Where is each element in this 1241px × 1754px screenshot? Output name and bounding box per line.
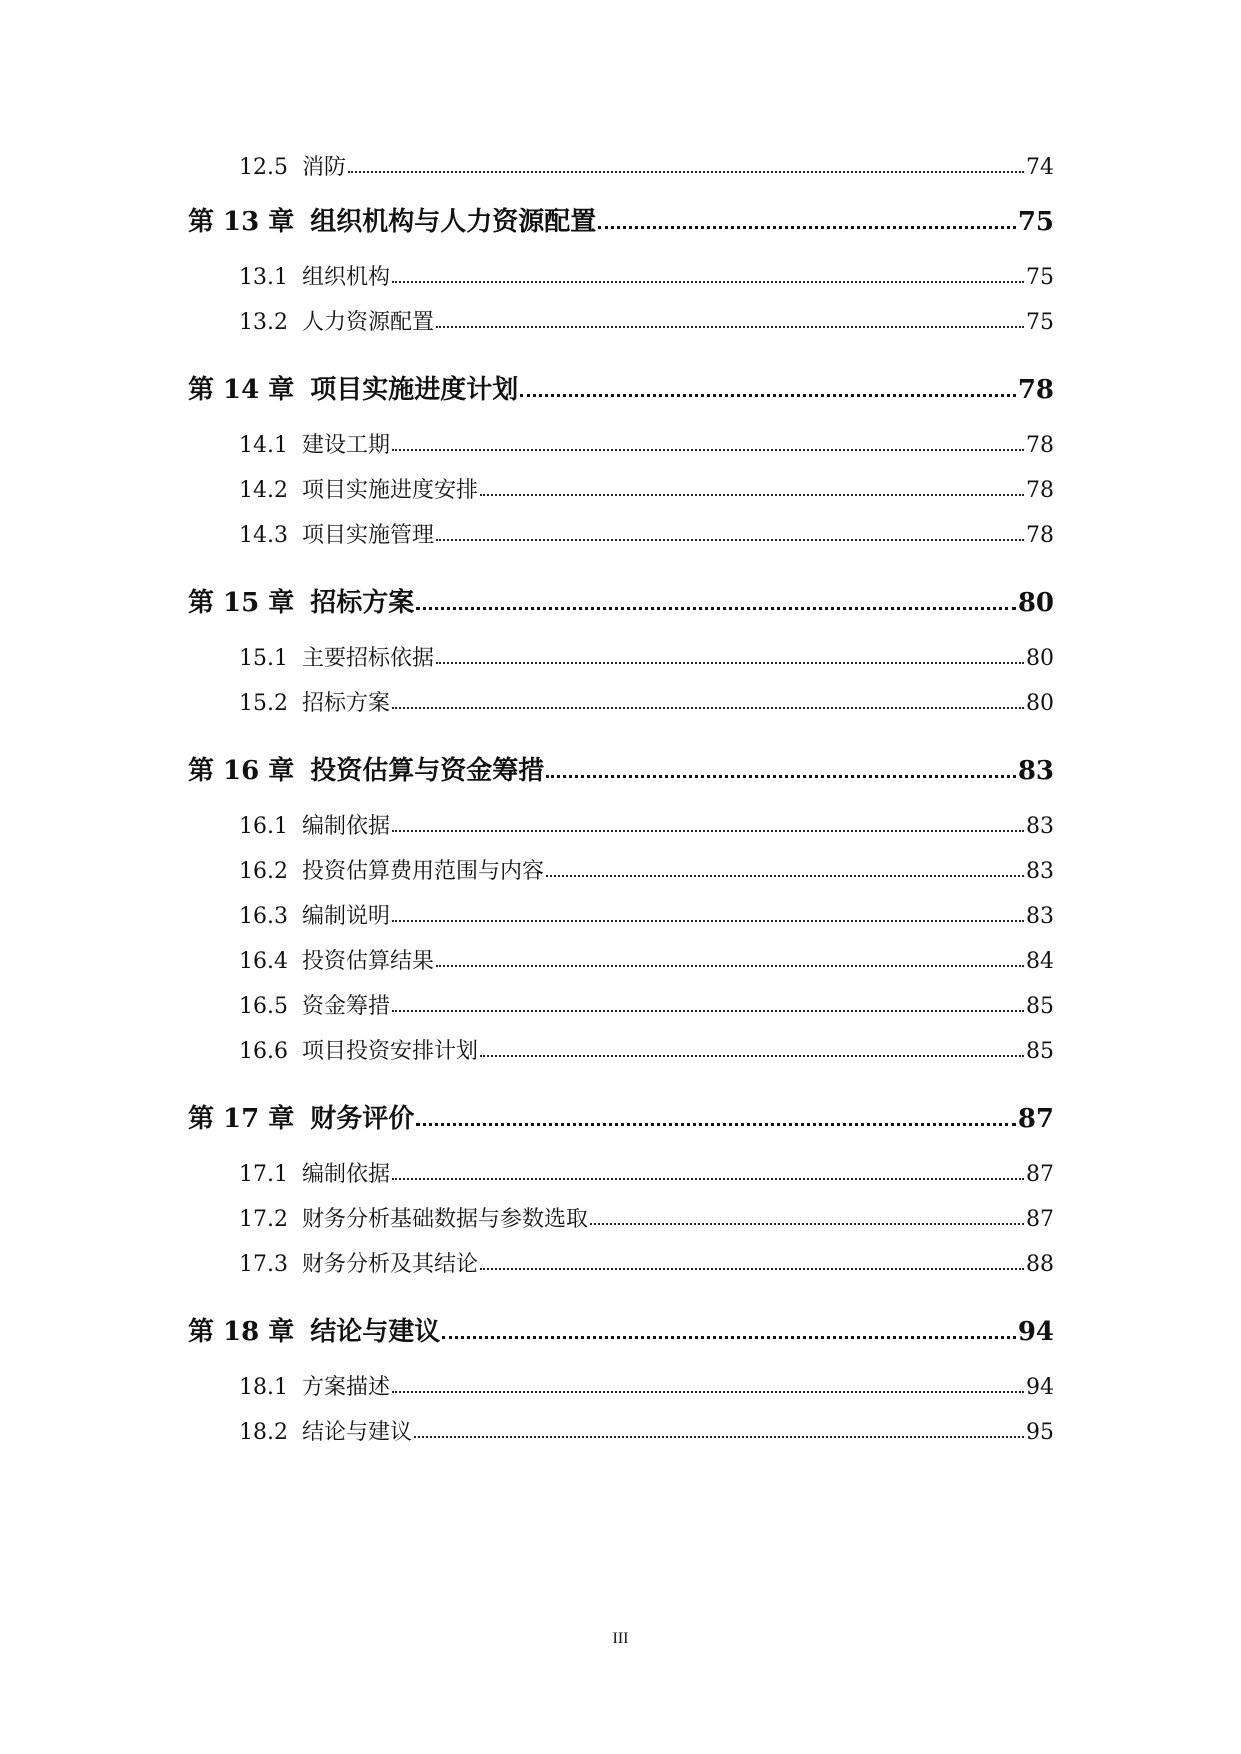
dot-leader	[348, 150, 1024, 180]
toc-chapter-number: 第 16 章	[188, 756, 295, 786]
toc-entry-number: 16.2	[239, 859, 288, 884]
toc-entry-title: 消防	[301, 155, 346, 180]
toc-entry-page: 80	[1026, 691, 1054, 716]
toc-chapter-title: 投资估算与资金筹措	[310, 756, 545, 786]
toc-chapter-number: 第 17 章	[188, 1104, 295, 1134]
toc-entry-page: 83	[1026, 814, 1054, 839]
toc-entry-page: 85	[1026, 1039, 1054, 1064]
toc-entry-page: 78	[1026, 523, 1054, 548]
toc-entry-title: 主要招标依据	[301, 646, 434, 671]
toc-entry-number: 14.3	[239, 523, 288, 548]
toc-entry[interactable]	[239, 473, 1054, 503]
toc-chapter-page: 75	[1017, 207, 1054, 237]
toc-entry-number: 16.6	[239, 1039, 288, 1064]
toc-chapter-page: 94	[1017, 1317, 1054, 1347]
toc-chapter-number: 第 15 章	[188, 588, 295, 618]
dot-leader	[392, 686, 1024, 716]
toc-chapter-title: 招标方案	[310, 588, 415, 618]
dot-leader	[598, 201, 1016, 237]
dot-leader	[436, 641, 1024, 671]
dot-leader	[442, 1311, 1016, 1347]
toc-entry-title: 财务分析及其结论	[301, 1252, 478, 1277]
toc-entry-page: 74	[1026, 155, 1054, 180]
dot-leader	[392, 260, 1024, 290]
toc-entry-title: 招标方案	[301, 691, 390, 716]
toc-entry-title: 项目投资安排计划	[301, 1039, 478, 1064]
toc-chapter-entry[interactable]	[188, 369, 1054, 405]
toc-entry-title: 人力资源配置	[301, 310, 434, 335]
toc-entry-title: 结论与建议	[301, 1420, 412, 1445]
toc-entry-page: 87	[1026, 1162, 1054, 1187]
toc-entry[interactable]	[239, 518, 1054, 548]
toc-entry-number: 13.2	[239, 310, 288, 335]
toc-chapter-number: 第 14 章	[188, 375, 295, 405]
toc-entry-page: 80	[1026, 646, 1054, 671]
toc-entry-page: 85	[1026, 994, 1054, 1019]
dot-leader	[436, 944, 1024, 974]
dot-leader	[416, 1098, 1016, 1134]
dot-leader	[436, 518, 1024, 548]
toc-chapter-entry[interactable]	[188, 1311, 1054, 1347]
dot-leader	[416, 582, 1016, 618]
toc-entry[interactable]	[239, 260, 1054, 290]
toc-chapter-entry[interactable]	[188, 582, 1054, 618]
dot-leader	[546, 750, 1016, 786]
toc-chapter-page: 80	[1017, 588, 1054, 618]
toc-entry[interactable]	[239, 1034, 1054, 1064]
toc-entry[interactable]	[239, 989, 1054, 1019]
toc-chapter-title: 项目实施进度计划	[310, 375, 519, 405]
dot-leader	[520, 369, 1016, 405]
toc-entry-number: 14.1	[239, 433, 288, 458]
toc-entry[interactable]	[239, 686, 1054, 716]
toc-chapter-page: 87	[1017, 1104, 1054, 1134]
toc-entry-number: 17.3	[239, 1252, 288, 1277]
toc-entry-page: 78	[1026, 433, 1054, 458]
toc-entry-number: 12.5	[239, 155, 288, 180]
toc-entry-number: 14.2	[239, 478, 288, 503]
toc-entry-number: 16.4	[239, 949, 288, 974]
toc-entry-title: 方案描述	[301, 1375, 390, 1400]
toc-entry[interactable]	[239, 854, 1054, 884]
toc-entry[interactable]	[239, 641, 1054, 671]
toc-entry[interactable]	[239, 305, 1054, 335]
toc-entry-number: 18.2	[239, 1420, 288, 1445]
toc-entry-number: 13.1	[239, 265, 288, 290]
dot-leader	[392, 1157, 1024, 1187]
page-number-footer: III	[612, 1630, 629, 1647]
dot-leader	[546, 854, 1024, 884]
dot-leader	[480, 473, 1024, 503]
toc-entry[interactable]	[239, 1370, 1054, 1400]
toc-entry-page: 95	[1026, 1420, 1054, 1445]
toc-entry-page: 87	[1026, 1207, 1054, 1232]
toc-entry-number: 16.1	[239, 814, 288, 839]
toc-chapter-title: 财务评价	[310, 1104, 415, 1134]
toc-entry[interactable]	[239, 1202, 1054, 1232]
toc-entry-number: 16.3	[239, 904, 288, 929]
toc-entry-title: 组织机构	[301, 265, 390, 290]
toc-entry-page: 94	[1026, 1375, 1054, 1400]
toc-entry-title: 投资估算费用范围与内容	[301, 859, 544, 884]
dot-leader	[392, 989, 1024, 1019]
toc-chapter-number: 第 13 章	[188, 207, 295, 237]
toc-entry[interactable]	[239, 150, 1054, 180]
toc-entry-number: 17.1	[239, 1162, 288, 1187]
toc-entry-title: 财务分析基础数据与参数选取	[301, 1207, 588, 1232]
toc-chapter-number: 第 18 章	[188, 1317, 295, 1347]
toc-entry-page: 83	[1026, 859, 1054, 884]
toc-entry-title: 编制依据	[301, 1162, 390, 1187]
toc-entry[interactable]	[239, 1415, 1054, 1445]
toc-chapter-page: 78	[1017, 375, 1054, 405]
toc-entry-page: 83	[1026, 904, 1054, 929]
toc-entry-page: 78	[1026, 478, 1054, 503]
toc-entry[interactable]	[239, 1247, 1054, 1277]
toc-entry-page: 75	[1026, 310, 1054, 335]
toc-chapter-title: 组织机构与人力资源配置	[310, 207, 597, 237]
toc-chapter-entry[interactable]	[188, 1098, 1054, 1134]
toc-entry-title: 项目实施进度安排	[301, 478, 478, 503]
dot-leader	[414, 1415, 1024, 1445]
toc-entry[interactable]	[239, 809, 1054, 839]
toc-entry-number: 15.1	[239, 646, 288, 671]
toc-chapter-entry[interactable]	[188, 201, 1054, 237]
toc-entry-title: 编制依据	[301, 814, 390, 839]
dot-leader	[392, 1370, 1024, 1400]
toc-entry-number: 16.5	[239, 994, 288, 1019]
toc-chapter-page: 83	[1017, 756, 1054, 786]
toc-chapter-entry[interactable]	[188, 750, 1054, 786]
toc-entry-number: 17.2	[239, 1207, 288, 1232]
dot-leader	[480, 1034, 1024, 1064]
toc-entry-title: 编制说明	[301, 904, 390, 929]
dot-leader	[590, 1202, 1024, 1232]
toc-entry[interactable]	[239, 899, 1054, 929]
toc-entry-title: 建设工期	[301, 433, 390, 458]
dot-leader	[480, 1247, 1024, 1277]
toc-entry-title: 投资估算结果	[301, 949, 434, 974]
toc-entry-title: 项目实施管理	[301, 523, 434, 548]
toc-entry[interactable]	[239, 428, 1054, 458]
dot-leader	[392, 899, 1024, 929]
toc-entry-page: 84	[1026, 949, 1054, 974]
toc-chapter-title: 结论与建议	[310, 1317, 441, 1347]
toc-entry-number: 15.2	[239, 691, 288, 716]
toc-entry-title: 资金筹措	[301, 994, 390, 1019]
dot-leader	[392, 809, 1024, 839]
toc-entry-number: 18.1	[239, 1375, 288, 1400]
toc-entry[interactable]	[239, 1157, 1054, 1187]
toc-entry[interactable]	[239, 944, 1054, 974]
toc-entry-page: 75	[1026, 265, 1054, 290]
dot-leader	[436, 305, 1024, 335]
dot-leader	[392, 428, 1024, 458]
toc-entry-page: 88	[1026, 1252, 1054, 1277]
